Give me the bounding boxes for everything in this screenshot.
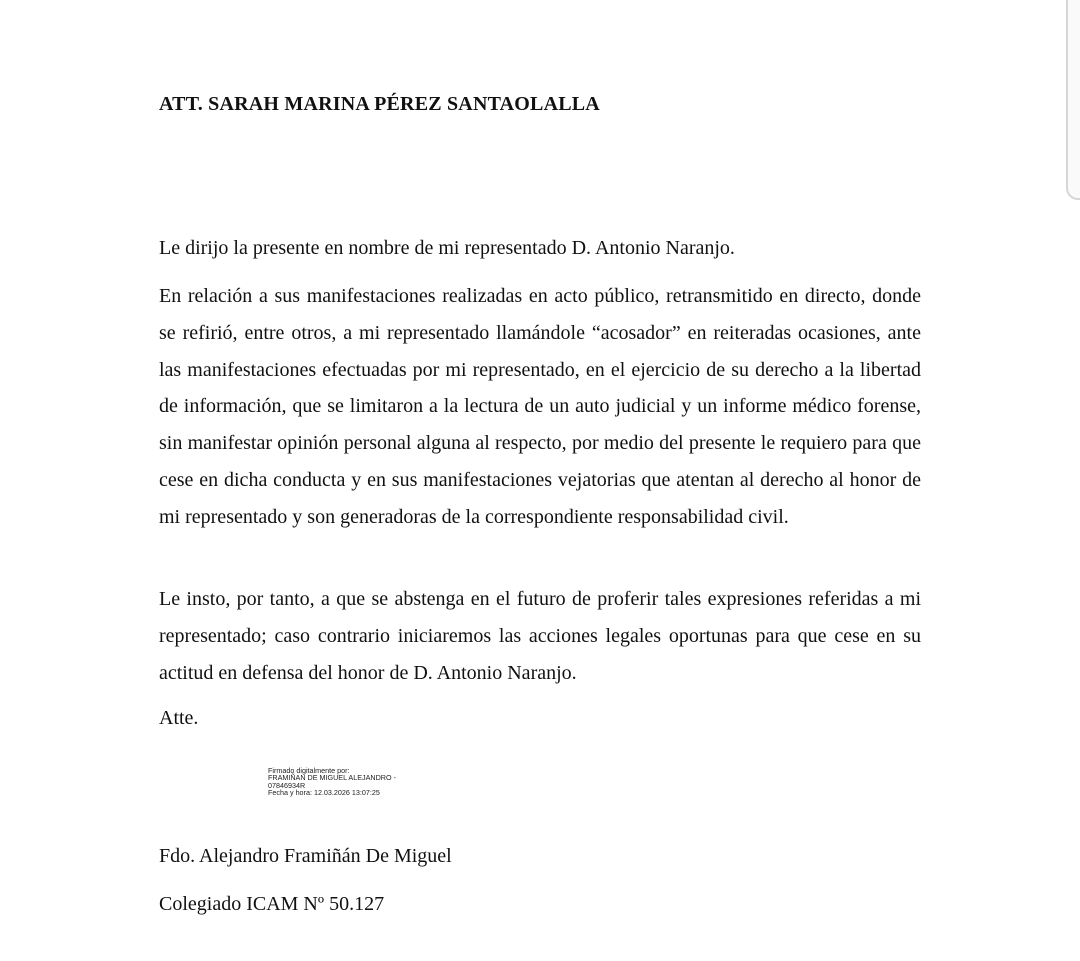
relation-paragraph: En relación a sus manifestaciones realizadas en acto público, retransmitido en directo, donde se refirió, entre otros, a mi representado llamándole “acosador” en reiteradas ocasiones, ante las manifestaciones efectuadas por mi representado, en el ejercicio de su derecho a la libertad de información, que se limitaron a la lectura de un auto judicial y un informe médico forense, sin manifestar opinión personal alguna al respecto, por medio del presente le requiero para que cese en dicha conducta y en sus manifestaciones vejatorias que atentan al derecho al honor de mi representado y son generadoras de la correspondiente responsabilidad civil.	[159, 285, 921, 528]
digital-signature-stamp	[268, 767, 396, 797]
signed-by: Fdo. Alejandro Framiñán De Miguel	[159, 845, 452, 867]
signature-label: Firmado digitalmente por:	[268, 766, 350, 775]
greeting-paragraph: Le dirijo la presente en nombre de mi representado D. Antonio Naranjo.	[159, 237, 735, 259]
scroll-edge-indicator	[1066, 0, 1080, 200]
signature-datetime: Fecha y hora: 12.03.2026 13:07:25	[268, 788, 380, 798]
addressee-heading: ATT. SARAH MARINA PÉREZ SANTAOLALLA	[159, 93, 600, 115]
signature-id: 07846934R	[268, 780, 306, 790]
demand-paragraph: Le insto, por tanto, a que se abstenga en el futuro de proferir tales expresiones referidas a mi representado; caso contrario iniciaremos las acciones legales oportunas para que cese en su actitud en defensa del honor de D. Antonio Naranjo.	[159, 588, 921, 684]
signature-name: FRAMIÑAN DE MIGUEL ALEJANDRO -	[268, 773, 396, 783]
closing-salutation: Atte.	[159, 707, 199, 729]
registration-number: Colegiado ICAM Nº 50.127	[159, 893, 385, 915]
